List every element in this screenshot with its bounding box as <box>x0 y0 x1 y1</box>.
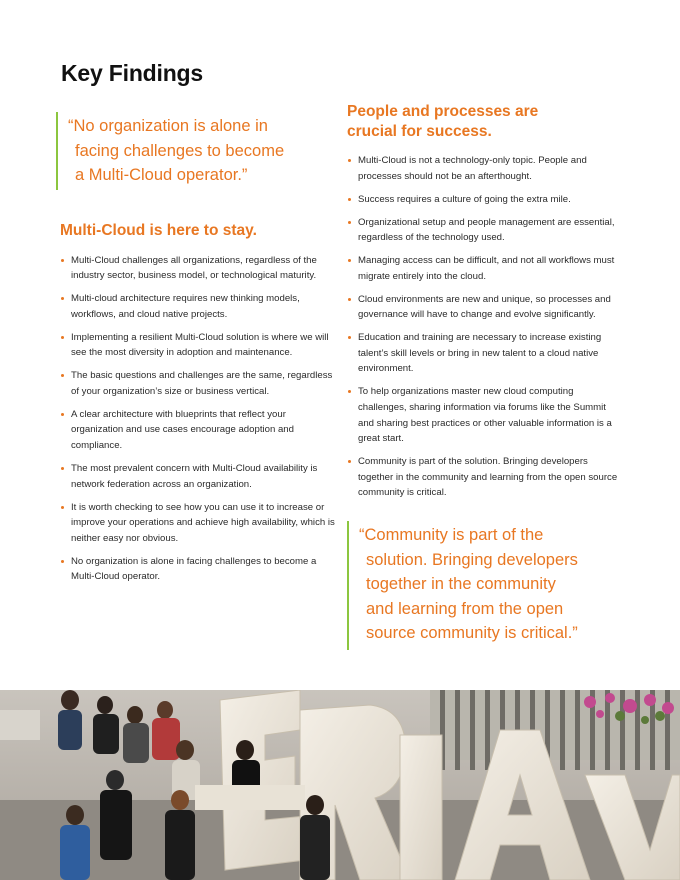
bullet-list-multi-cloud <box>60 253 340 585</box>
left-column <box>60 112 340 592</box>
section-title-people-processes <box>347 102 622 142</box>
bullet-item: A clear architecture with blueprints that reflect your organization and use cases encourage adoption and compliance. <box>60 407 340 454</box>
bullet-item: Community is part of the solution. Bringing developers together in the community and learning from the open source community is critical. <box>347 454 622 501</box>
bullet-item: The basic questions and challenges are the same, regardless of your organization’s size or business vertical. <box>60 368 340 399</box>
section-title-multi-cloud: Multi-Cloud is here to stay. <box>60 221 257 239</box>
bullet-list-people-processes <box>347 153 622 501</box>
section-title-line: crucial for success. <box>347 123 492 140</box>
section-title-line: People and processes are <box>347 103 539 120</box>
quote-line: “Community is part of the <box>359 526 544 545</box>
crowd-at-sign-illustration <box>0 690 680 880</box>
bullet-item: Multi-Cloud is not a technology-only topic. People and processes should not be an afterthought. <box>347 153 622 184</box>
quote-line: a Multi-Cloud operator.” <box>75 166 248 184</box>
bullet-item: The most prevalent concern with Multi-Cloud availability is network federation across an organization. <box>60 461 340 492</box>
bullet-item: Multi-cloud architecture requires new thinking models, workflows, and cloud native projects. <box>60 291 340 322</box>
bullet-item: Education and training are necessary to increase existing talent’s skill levels or bring in new talent to a cloud native environment. <box>347 330 622 377</box>
pull-quote-left <box>56 112 340 190</box>
pull-quote-right <box>347 521 622 650</box>
quote-line: solution. Bringing developers <box>366 550 578 569</box>
bullet-item: It is worth checking to see how you can use it to increase or improve your operations and achieve high availability, which is neither easy nor obvious. <box>60 500 340 547</box>
bullet-item: No organization is alone in facing challenges to become a Multi-Cloud operator. <box>60 554 340 585</box>
bullet-item: Managing access can be difficult, and not all workflows must migrate entirely into the cloud. <box>347 253 622 284</box>
quote-line: “No organization is alone in <box>68 117 268 135</box>
bullet-item: Multi-Cloud challenges all organizations, regardless of the industry sector, business model, or technological maturity. <box>60 253 340 284</box>
bullet-item: Success requires a culture of going the extra mile. <box>347 192 622 208</box>
bullet-item: To help organizations master new cloud computing challenges, sharing information via forums like the Summit and sharing best practices or other valuable information is a great start. <box>347 384 622 446</box>
bullet-item: Organizational setup and people management are essential, regardless of the technology used. <box>347 215 622 246</box>
event-photo <box>0 690 680 880</box>
bullet-item: Implementing a resilient Multi-Cloud solution is where we will see the most diversity in adoption and maintenance. <box>60 330 340 361</box>
page-title: Key Findings <box>61 60 204 86</box>
quote-line: together in the community <box>366 575 556 594</box>
bullet-item: Cloud environments are new and unique, so processes and governance will have to change and evolve significantly. <box>347 292 622 323</box>
quote-line: and learning from the open <box>366 599 564 618</box>
quote-line: facing challenges to become <box>75 141 285 160</box>
right-column <box>347 102 622 650</box>
quote-line: source community is critical.” <box>366 624 578 643</box>
